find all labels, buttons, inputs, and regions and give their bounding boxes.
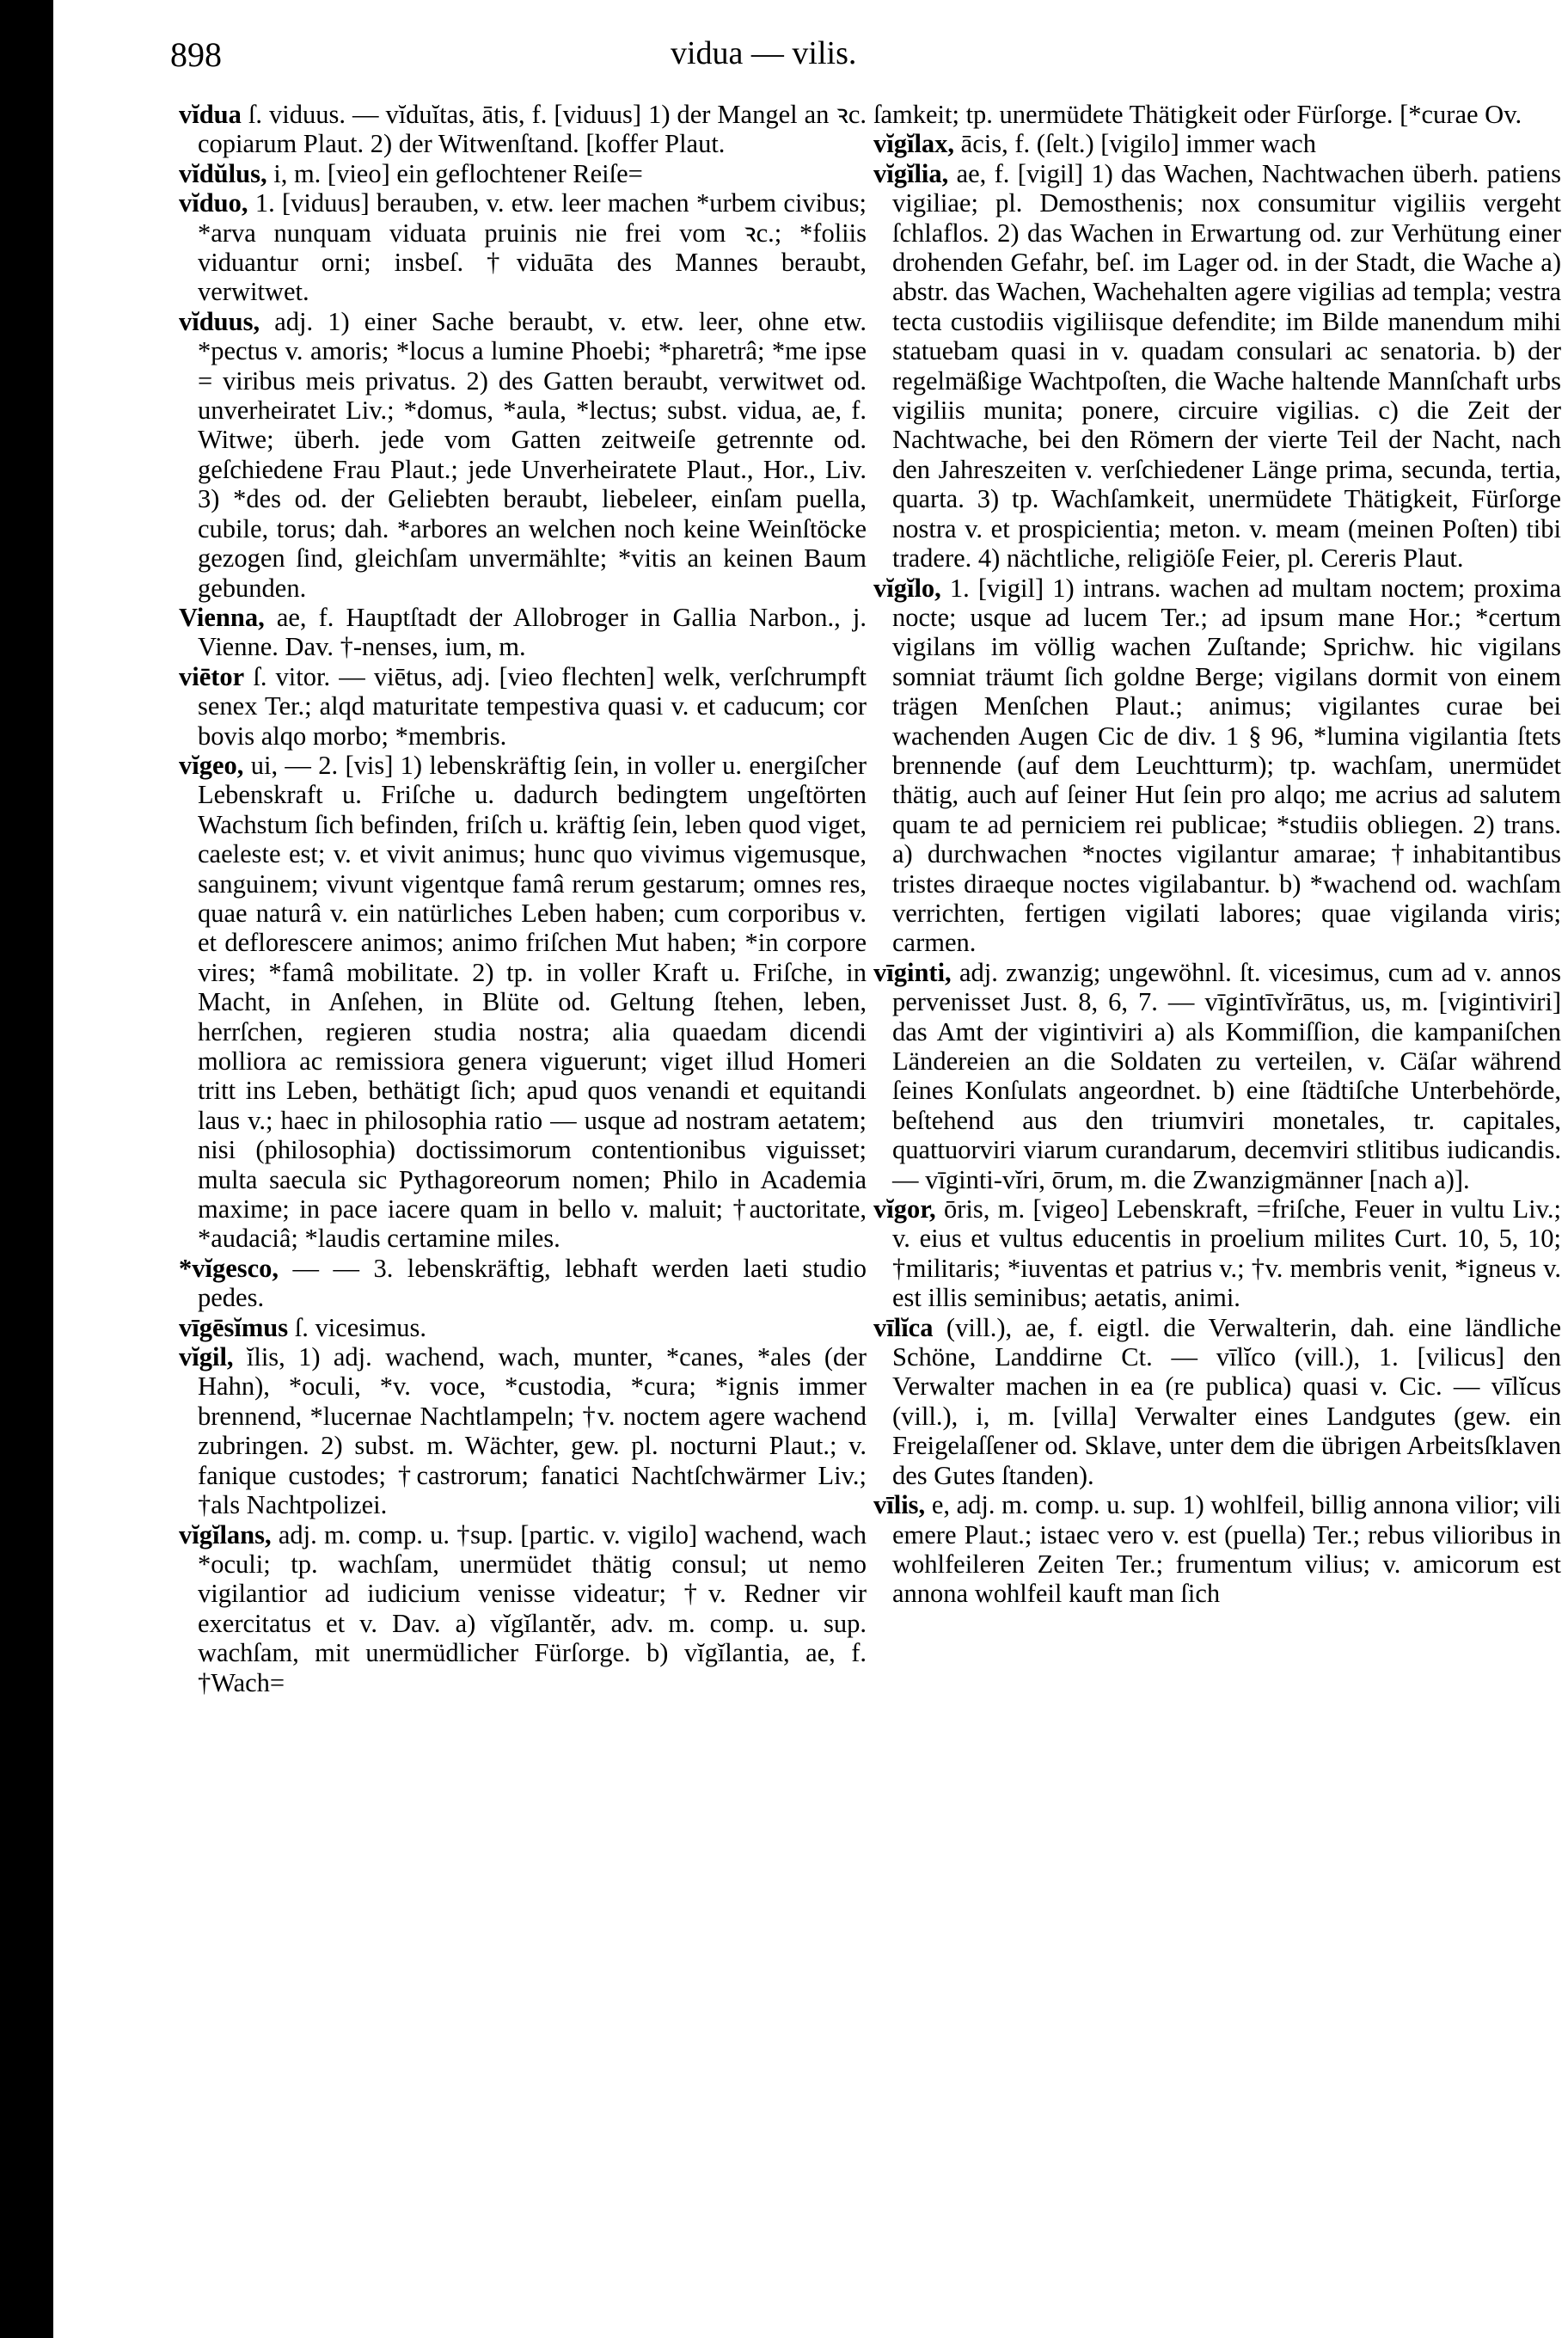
entry-text: 1. [vigil] 1) intrans. wachen ad multam noctem; proxima nocte; usque ad lucem Ter.; ad ipsum mane Hor.; *certum vigilans im völlig wachen Zuſtande; Sprichw. hic vigilans somniat träumt ſich goldne Berge; vigilans dormit von einem trägen Menſchen Plaut.; animus; vigilantes curae bei wachenden Augen Cic de div. 1 § 96, *lumina vigilantia ſtets brennende (auf dem Leuchtturm); tp. wachſam, unermüdet thätig, auch auf ſeiner Hut ſein pro alqo; me acrius ad salutem quam te ad perniciem rei publicae; *studiis obliegen. 2) trans. a) durchwachen *noctes vigilantur amarae; †inhabitantibus tristes diraeque noctes vigilabantur. b) *wachend od. wachſam verrichten, fertigen vigilati labores; quae vigilanda viris; carmen. (892, 573, 1561, 958)
headword: vĭgĭlia, (873, 158, 949, 188)
dictionary-entry (179, 307, 867, 603)
running-head: vidua — vilis. (671, 35, 857, 71)
headword: vĭgeo, (179, 750, 244, 780)
entry-text: i, m. [vieo] ein geflochtener Reiſe= (266, 158, 643, 188)
entry-text: ae, f. Hauptſtadt der Allobroger in Gallia Narbon., j. Vienne. Dav. †-nenses, ium, m. (198, 602, 867, 662)
headword: vĭgor, (873, 1194, 936, 1224)
dictionary-entry (179, 751, 867, 1254)
headword: vīlĭca (873, 1312, 934, 1342)
dictionary-entry (179, 100, 867, 159)
headword: viētor (179, 661, 245, 691)
entry-text: ſ. vicesimus. (288, 1312, 427, 1342)
headword: vĭdŭlus, (179, 158, 267, 188)
entry-text: (vill.), ae, f. eigtl. die Verwalterin, dah. eine ländliche Schöne, Landdirne Ct. — vīlĭco (vill.), 1. [vilicus] den Verwalter machen in ea (re publica) quasi v. Cic. — vīlĭcus (vill.), i, m. [villa] Verwalter eines Landgutes (gew. ein Freigelaſſener od. Sklave, unter dem die übrigen Arbeitsſklaven des Gutes ſtanden). (892, 1312, 1561, 1490)
dictionary-entry (873, 1194, 1561, 1313)
dictionary-entry (179, 1342, 867, 1519)
headword: vīgēsĭmus (179, 1312, 289, 1342)
headword: vĭgĭlax, (873, 129, 955, 159)
dictionary-entry (873, 1313, 1561, 1490)
dictionary-entry-continuation (873, 100, 1561, 129)
dictionary-entry (873, 1490, 1561, 1609)
entry-text: adj. 1) einer Sache beraubt, v. etw. leer, ohne etw. *pectus v. amoris; *locus a lumine Phoebi; *pharetrâ; *me ipse = viribus meis privatus. 2) des Gatten beraubt, verwitwet od. unverheiratet Liv.; *domus, *aula, *lectus; subst. vidua, ae, f. Witwe; überh. jede vom Gatten zeitweiſe getrennte od. geſchiedene Frau Plaut.; jede Unverheiratete Plaut., Hor., Liv. 3) *des od. der Geliebten beraubt, liebeleer, einſam puella, cubile, torus; dah. *arbores an welchen noch keine Weinſtöcke gezogen ſind, gleichſam unvermählte; *vitis an keinen Baum gebunden. (198, 306, 867, 603)
dictionary-entry (179, 1254, 867, 1313)
dictionary-entry (179, 603, 867, 662)
entry-text: adj. zwanzig; ungewöhnl. ſt. vicesimus, cum ad v. annos pervenisset Just. 8, 6, 7. — vīgintīvĭrātus, us, m. [vigintiviri] das Amt der vigintiviri a) als Kommiſſion, die kampaniſchen Ländereien an die Soldaten zu verteilen, v. Cäſar während ſeines Konſulats angeordnet. b) eine ſtädtiſche Unterbehörde, beſtehend aus den triumviri monetales, tr. capitales, quattuorviri viarum curandarum, decemviri stlitibus iudicandis. — vīginti-vĭri, ōrum, m. die Zwanzigmänner [nach a)]. (892, 957, 1561, 1194)
headword: vīginti, (873, 957, 952, 987)
right-column (873, 100, 1561, 1609)
left-column (179, 100, 867, 1697)
headword: vīlis, (873, 1490, 926, 1520)
dictionary-entry (873, 574, 1561, 958)
entry-text: ui, — 2. [vis] 1) lebenskräftig ſein, in voller u. energiſcher Lebenskraft u. Friſche u. dadurch bedingtem ungeſtörten Wachstum ſich befinden, friſch u. kräftig ſein, leben quod viget, caeleste est; v. et vivit animus; hunc quo vivimus vigemusque, sanguinem; vivunt vigentque famâ rerum gestarum; omnes res, quae naturâ v. ein natürliches Leben haben; cum corporibus v. et deflorescere animos; animo friſchen Mut haben; *in corpore vires; *famâ mobilitate. 2) tp. in voller Kraft u. Friſche, in Macht, in Anſehen, in Blüte od. Geltung ſtehen, leben, herrſchen, regieren studia nostra; alia quaedam dicendi molliora ac remissiora genera viguerunt; viget illud Homeri tritt ins Leben, bethätigt ſich; apud quos venandi et equitandi laus v.; haec in philosophia ratio — usque ad nostram aetatem; nisi (philosophia) doctissimorum contentionibus viguisset; multa saecula sic Pythagoreorum nomen; Philo in Academia maxime; in pace iacere quam in bello v. maluit; †auctoritate, *audaciâ; *laudis certamine miles. (198, 750, 867, 1254)
entry-text: 1. [viduus] berauben, v. etw. leer machen *urbem civibus; *arva nunquam viduata pruinis nie frei vom ꝛc.; *foliis viduantur orni; insbeſ. †viduāta des Mannes beraubt, verwitwet. (198, 188, 867, 307)
dictionary-entry (179, 662, 867, 751)
dictionary-entry (873, 159, 1561, 574)
headword: vĭgĭlans, (179, 1519, 272, 1549)
headword: vĭgil, (179, 1342, 234, 1372)
entry-text: ōris, m. [vigeo] Lebenskraft, =friſche, Feuer in vultu Liv.; v. eius et vultus educentis in proelium milites Curt. 10, 5, 10; †militaris; *iuventas et patrius v.; †v. membris venit, *igneus v. est illis seminibus; aetatis, animi. (892, 1194, 1561, 1313)
dictionary-entry (179, 1520, 867, 1697)
entry-text: e, adj. m. comp. u. sup. 1) wohlfeil, billig annona vilior; vili emere Plaut.; istaec vero v. est (puella) Ter.; rebus vilioribus in wohlfeileren Zeiten Ter.; frumentum vilius; v. amicorum est annona wohlfeil kauft man ſich (892, 1490, 1561, 1609)
dictionary-entry (179, 188, 867, 307)
entry-text: ſ. viduus. — vĭduĭtas, ātis, f. [viduus] 1) der Mangel an ꝛc. copiarum Plaut. 2) der Witwenſtand. [koffer Plaut. (198, 100, 867, 159)
headword: vĭgĭlo, (873, 573, 941, 603)
entry-text: adj. m. comp. u. †sup. [partic. v. vigilo] wachend, wach *oculi; tp. wachſam, unermüdet thätig consul; ut nemo vigilantior ad iudicium venisse videatur; †v. Redner vir exercitatus et v. Dav. a) vĭgĭlantĕr, adv. m. comp. u. sup. wachſam, mit unermüdlicher Fürſorge. b) vĭgĭlantia, ae, f. †Wach= (198, 1519, 867, 1697)
headword: *vĭgesco, (179, 1253, 279, 1283)
headword: vĭduus, (179, 306, 260, 336)
headword: vĭduo, (179, 188, 248, 218)
headword: Vienna, (179, 602, 265, 632)
entry-text: ācis, f. (ſelt.) [vigilo] immer wach (954, 129, 1316, 159)
entry-text: ĭlis, 1) adj. wachend, wach, munter, *canes, *ales (der Hahn), *oculi, *v. voce, *custodia, *cura; *ignis immer brennend, *lucernae Nachtlampeln; †v. noctem agere wachend zubringen. 2) subst. m. Wächter, gew. pl. nocturni Plaut.; v. fanique custodes; †castrorum; fanatici Nachtſchwärmer Liv.; †als Nachtpolizei. (198, 1342, 867, 1520)
headword: vĭdua (179, 100, 242, 129)
entry-text: ſamkeit; tp. unermüdete Thätigkeit oder Fürſorge. [*curae Ov. (873, 100, 1522, 129)
scan-margin-bar (0, 0, 53, 2338)
dictionary-entry (179, 159, 867, 188)
dictionary-entry (873, 129, 1561, 158)
dictionary-entry (179, 1313, 867, 1342)
dictionary-entry (873, 958, 1561, 1194)
page-number: 898 (170, 35, 222, 74)
entry-text: ſ. vitor. — viētus, adj. [vieo flechten] welk, verſchrumpft senex Ter.; alqd maturitate tempestiva quasi v. et caducum; cor bovis alqo morbo; *membris. (198, 661, 867, 751)
entry-text: — — 3. lebenskräftig, lebhaft werden laeti studio pedes. (198, 1253, 867, 1313)
entry-text: ae, f. [vigil] 1) das Wachen, Nachtwachen überh. patiens vigiliae; pl. Demosthenis; nox consumitur vigiliis vergeht ſchlaflos. 2) das Wachen in Erwartung od. zur Verhütung einer drohenden Gefahr, beſ. im Lager od. in der Stadt, die Wache a) abstr. das Wachen, Wachehalten agere vigilias ad templa; vestra tecta custodiis vigiliisque defendite; im Bilde manendum mihi statuebam quasi in v. quadam consulari ac senatoria. b) der regelmäßige Wachtpoſten, die Wache haltende Mannſchaft urbs vigiliis munita; ponere, circuire vigilias. c) die Zeit der Nachtwache, bei den Römern der vierte Teil der Nacht, nach den Jahreszeiten v. verſchiedener Länge prima, secunda, tertia, quarta. 3) tp. Wachſamkeit, unermüdete Thätigkeit, Fürſorge nostra v. et prospicientia; meton. v. meam (meinen Poſten) tibi tradere. 4) nächtliche, religiöſe Feier, pl. Cereris Plaut. (892, 158, 1561, 574)
